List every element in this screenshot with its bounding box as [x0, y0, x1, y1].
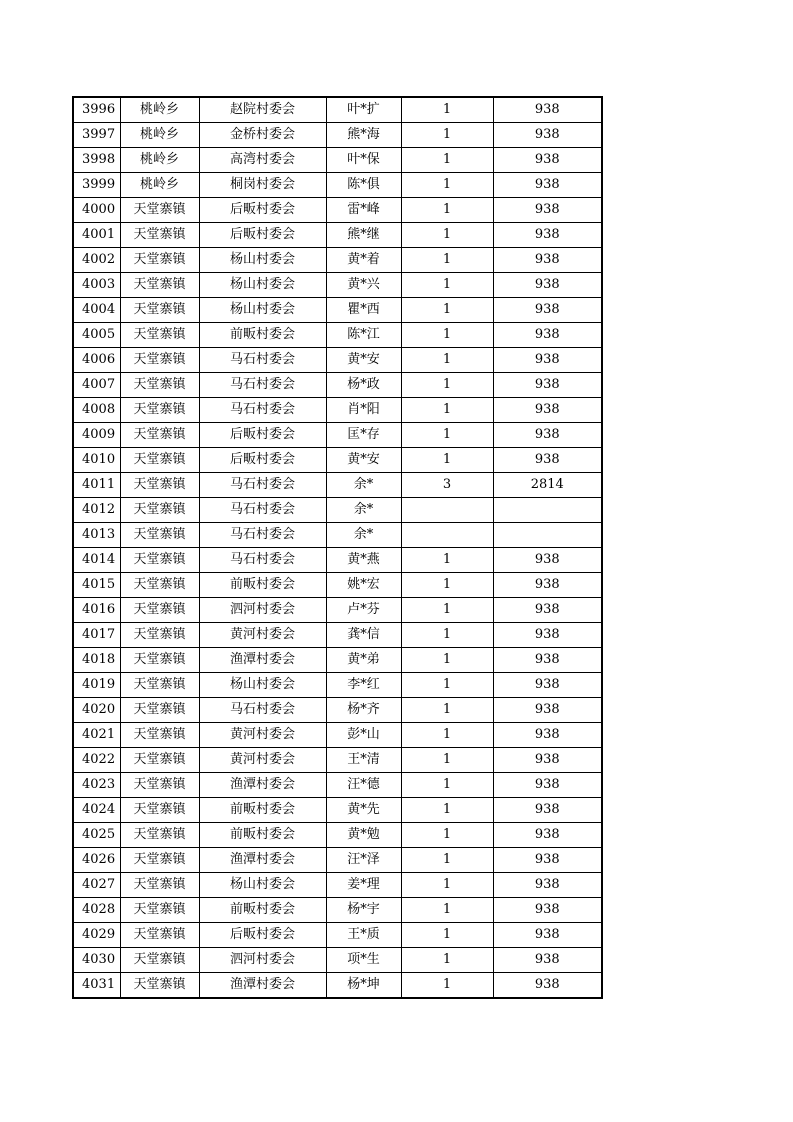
- amount-cell: 938: [493, 248, 602, 273]
- table-row: [73, 848, 602, 873]
- count-cell: 1: [401, 773, 493, 798]
- count-cell: 1: [401, 173, 493, 198]
- town-cell: 天堂寨镇: [120, 498, 199, 523]
- row-number-cell: 4019: [73, 673, 120, 698]
- name-cell: 匡*存: [326, 423, 401, 448]
- village-committee-cell: 渔潭村委会: [199, 973, 326, 999]
- row-number-cell: 4029: [73, 923, 120, 948]
- town-cell: 天堂寨镇: [120, 623, 199, 648]
- village-committee-cell: 马石村委会: [199, 398, 326, 423]
- town-cell: 天堂寨镇: [120, 273, 199, 298]
- row-number-cell: 4022: [73, 748, 120, 773]
- table-row: [73, 123, 602, 148]
- village-committee-cell: 前畈村委会: [199, 823, 326, 848]
- row-number-cell: 4001: [73, 223, 120, 248]
- count-cell: 1: [401, 573, 493, 598]
- amount-cell: 938: [493, 348, 602, 373]
- row-number-cell: 3996: [73, 97, 120, 123]
- amount-cell: 938: [493, 773, 602, 798]
- row-number-cell: 4007: [73, 373, 120, 398]
- town-cell: 桃岭乡: [120, 97, 199, 123]
- row-number-cell: 4030: [73, 948, 120, 973]
- town-cell: 天堂寨镇: [120, 198, 199, 223]
- amount-cell: 938: [493, 198, 602, 223]
- row-number-cell: 3998: [73, 148, 120, 173]
- count-cell: 1: [401, 823, 493, 848]
- amount-cell: 938: [493, 598, 602, 623]
- count-cell: 1: [401, 298, 493, 323]
- amount-cell: 938: [493, 698, 602, 723]
- amount-cell: 938: [493, 623, 602, 648]
- name-cell: 肖*阳: [326, 398, 401, 423]
- name-cell: 姚*宏: [326, 573, 401, 598]
- row-number-cell: 4026: [73, 848, 120, 873]
- amount-cell: 938: [493, 123, 602, 148]
- count-cell: 1: [401, 198, 493, 223]
- row-number-cell: 4010: [73, 448, 120, 473]
- row-number-cell: 4023: [73, 773, 120, 798]
- table-row: [73, 723, 602, 748]
- row-number-cell: 4011: [73, 473, 120, 498]
- row-number-cell: 4028: [73, 898, 120, 923]
- name-cell: 黄*弟: [326, 648, 401, 673]
- name-cell: 熊*海: [326, 123, 401, 148]
- village-committee-cell: 黄河村委会: [199, 623, 326, 648]
- town-cell: 天堂寨镇: [120, 848, 199, 873]
- name-cell: 黄*燕: [326, 548, 401, 573]
- amount-cell: 938: [493, 723, 602, 748]
- village-committee-cell: 马石村委会: [199, 348, 326, 373]
- village-committee-cell: 黄河村委会: [199, 723, 326, 748]
- name-cell: 姜*理: [326, 873, 401, 898]
- row-number-cell: 4012: [73, 498, 120, 523]
- count-cell: 1: [401, 673, 493, 698]
- amount-cell: 938: [493, 923, 602, 948]
- town-cell: 天堂寨镇: [120, 448, 199, 473]
- count-cell: 3: [401, 473, 493, 498]
- count-cell: 1: [401, 148, 493, 173]
- count-cell: 1: [401, 898, 493, 923]
- row-number-cell: 4008: [73, 398, 120, 423]
- village-committee-cell: 泗河村委会: [199, 598, 326, 623]
- table-row: [73, 673, 602, 698]
- town-cell: 天堂寨镇: [120, 798, 199, 823]
- row-number-cell: 4005: [73, 323, 120, 348]
- amount-cell: 938: [493, 423, 602, 448]
- table-row: [73, 473, 602, 498]
- table-row: [73, 423, 602, 448]
- village-committee-cell: 马石村委会: [199, 373, 326, 398]
- amount-cell: 938: [493, 823, 602, 848]
- village-committee-cell: 桐岗村委会: [199, 173, 326, 198]
- count-cell: 1: [401, 423, 493, 448]
- name-cell: 黄*兴: [326, 273, 401, 298]
- count-cell: 1: [401, 273, 493, 298]
- amount-cell: 938: [493, 223, 602, 248]
- village-committee-cell: 前畈村委会: [199, 573, 326, 598]
- amount-cell: 938: [493, 148, 602, 173]
- count-cell: [401, 498, 493, 523]
- town-cell: 天堂寨镇: [120, 873, 199, 898]
- name-cell: 龚*信: [326, 623, 401, 648]
- table-row: [73, 648, 602, 673]
- name-cell: 杨*政: [326, 373, 401, 398]
- town-cell: 天堂寨镇: [120, 223, 199, 248]
- amount-cell: [493, 523, 602, 548]
- row-number-cell: 4009: [73, 423, 120, 448]
- town-cell: 天堂寨镇: [120, 298, 199, 323]
- name-cell: 彭*山: [326, 723, 401, 748]
- table-row: [73, 973, 602, 999]
- table-row: [73, 348, 602, 373]
- village-committee-cell: 后畈村委会: [199, 423, 326, 448]
- table-row: [73, 923, 602, 948]
- table-row: [73, 148, 602, 173]
- name-cell: 黄*先: [326, 798, 401, 823]
- village-committee-cell: 后畈村委会: [199, 923, 326, 948]
- name-cell: 项*生: [326, 948, 401, 973]
- name-cell: 瞿*西: [326, 298, 401, 323]
- name-cell: 黄*勉: [326, 823, 401, 848]
- row-number-cell: 4013: [73, 523, 120, 548]
- name-cell: 汪*德: [326, 773, 401, 798]
- village-committee-cell: 渔潭村委会: [199, 773, 326, 798]
- count-cell: 1: [401, 748, 493, 773]
- town-cell: 天堂寨镇: [120, 548, 199, 573]
- table-row: [73, 873, 602, 898]
- village-committee-cell: 杨山村委会: [199, 273, 326, 298]
- row-number-cell: 4018: [73, 648, 120, 673]
- name-cell: 黄*着: [326, 248, 401, 273]
- name-cell: 杨*宇: [326, 898, 401, 923]
- town-cell: 天堂寨镇: [120, 748, 199, 773]
- row-number-cell: 4003: [73, 273, 120, 298]
- table-row: [73, 698, 602, 723]
- count-cell: 1: [401, 373, 493, 398]
- count-cell: 1: [401, 848, 493, 873]
- village-committee-cell: 马石村委会: [199, 473, 326, 498]
- village-committee-cell: 渔潭村委会: [199, 848, 326, 873]
- village-committee-cell: 后畈村委会: [199, 198, 326, 223]
- table-row: [73, 373, 602, 398]
- village-committee-cell: 马石村委会: [199, 698, 326, 723]
- count-cell: 1: [401, 248, 493, 273]
- table-row: [73, 598, 602, 623]
- table-row: [73, 223, 602, 248]
- data-table: [72, 96, 603, 999]
- table-row: [73, 548, 602, 573]
- town-cell: 天堂寨镇: [120, 648, 199, 673]
- village-committee-cell: 马石村委会: [199, 498, 326, 523]
- town-cell: 天堂寨镇: [120, 523, 199, 548]
- amount-cell: 938: [493, 323, 602, 348]
- amount-cell: 2814: [493, 473, 602, 498]
- amount-cell: 938: [493, 373, 602, 398]
- table-row: [73, 948, 602, 973]
- name-cell: 陈*江: [326, 323, 401, 348]
- count-cell: 1: [401, 623, 493, 648]
- table-row: [73, 498, 602, 523]
- town-cell: 天堂寨镇: [120, 348, 199, 373]
- row-number-cell: 4025: [73, 823, 120, 848]
- table-row: [73, 748, 602, 773]
- table-row: [73, 798, 602, 823]
- town-cell: 天堂寨镇: [120, 573, 199, 598]
- row-number-cell: 4031: [73, 973, 120, 999]
- town-cell: 天堂寨镇: [120, 673, 199, 698]
- village-committee-cell: 赵院村委会: [199, 97, 326, 123]
- count-cell: 1: [401, 97, 493, 123]
- town-cell: 桃岭乡: [120, 123, 199, 148]
- row-number-cell: 4002: [73, 248, 120, 273]
- count-cell: 1: [401, 923, 493, 948]
- amount-cell: 938: [493, 948, 602, 973]
- amount-cell: 938: [493, 973, 602, 999]
- town-cell: 天堂寨镇: [120, 248, 199, 273]
- amount-cell: 938: [493, 97, 602, 123]
- table-row: [73, 173, 602, 198]
- table-row: [73, 398, 602, 423]
- town-cell: 天堂寨镇: [120, 973, 199, 999]
- amount-cell: 938: [493, 173, 602, 198]
- village-committee-cell: 前畈村委会: [199, 798, 326, 823]
- town-cell: 天堂寨镇: [120, 323, 199, 348]
- village-committee-cell: 马石村委会: [199, 523, 326, 548]
- row-number-cell: 4027: [73, 873, 120, 898]
- town-cell: 天堂寨镇: [120, 923, 199, 948]
- amount-cell: 938: [493, 273, 602, 298]
- amount-cell: 938: [493, 898, 602, 923]
- row-number-cell: 3997: [73, 123, 120, 148]
- row-number-cell: 4014: [73, 548, 120, 573]
- row-number-cell: 4021: [73, 723, 120, 748]
- amount-cell: 938: [493, 673, 602, 698]
- row-number-cell: 4006: [73, 348, 120, 373]
- table-row: [73, 823, 602, 848]
- name-cell: 余*: [326, 473, 401, 498]
- town-cell: 天堂寨镇: [120, 948, 199, 973]
- village-committee-cell: 前畈村委会: [199, 898, 326, 923]
- name-cell: 余*: [326, 498, 401, 523]
- village-committee-cell: 杨山村委会: [199, 298, 326, 323]
- amount-cell: 938: [493, 848, 602, 873]
- count-cell: 1: [401, 598, 493, 623]
- name-cell: 汪*泽: [326, 848, 401, 873]
- amount-cell: [493, 498, 602, 523]
- amount-cell: 938: [493, 748, 602, 773]
- town-cell: 天堂寨镇: [120, 723, 199, 748]
- town-cell: 天堂寨镇: [120, 698, 199, 723]
- name-cell: 杨*坤: [326, 973, 401, 999]
- village-committee-cell: 黄河村委会: [199, 748, 326, 773]
- count-cell: 1: [401, 973, 493, 999]
- amount-cell: 938: [493, 648, 602, 673]
- count-cell: 1: [401, 348, 493, 373]
- town-cell: 天堂寨镇: [120, 473, 199, 498]
- town-cell: 天堂寨镇: [120, 398, 199, 423]
- table-row: [73, 298, 602, 323]
- row-number-cell: 4000: [73, 198, 120, 223]
- table-row: [73, 97, 602, 123]
- count-cell: [401, 523, 493, 548]
- count-cell: 1: [401, 123, 493, 148]
- village-committee-cell: 泗河村委会: [199, 948, 326, 973]
- town-cell: 天堂寨镇: [120, 898, 199, 923]
- name-cell: 叶*扩: [326, 97, 401, 123]
- name-cell: 余*: [326, 523, 401, 548]
- table-row: [73, 523, 602, 548]
- town-cell: 天堂寨镇: [120, 823, 199, 848]
- row-number-cell: 4017: [73, 623, 120, 648]
- name-cell: 卢*芬: [326, 598, 401, 623]
- town-cell: 桃岭乡: [120, 148, 199, 173]
- count-cell: 1: [401, 648, 493, 673]
- amount-cell: 938: [493, 398, 602, 423]
- village-committee-cell: 后畈村委会: [199, 223, 326, 248]
- row-number-cell: 4016: [73, 598, 120, 623]
- row-number-cell: 4004: [73, 298, 120, 323]
- village-committee-cell: 杨山村委会: [199, 873, 326, 898]
- town-cell: 天堂寨镇: [120, 773, 199, 798]
- row-number-cell: 4024: [73, 798, 120, 823]
- amount-cell: 938: [493, 873, 602, 898]
- table-row: [73, 573, 602, 598]
- name-cell: 雷*峰: [326, 198, 401, 223]
- amount-cell: 938: [493, 798, 602, 823]
- name-cell: 王*质: [326, 923, 401, 948]
- count-cell: 1: [401, 723, 493, 748]
- town-cell: 天堂寨镇: [120, 423, 199, 448]
- name-cell: 王*清: [326, 748, 401, 773]
- count-cell: 1: [401, 948, 493, 973]
- village-committee-cell: 前畈村委会: [199, 323, 326, 348]
- name-cell: 熊*继: [326, 223, 401, 248]
- table-row: [73, 448, 602, 473]
- name-cell: 黄*安: [326, 348, 401, 373]
- count-cell: 1: [401, 873, 493, 898]
- table-row: [73, 323, 602, 348]
- table-row: [73, 273, 602, 298]
- table-row: [73, 623, 602, 648]
- village-committee-cell: 杨山村委会: [199, 248, 326, 273]
- amount-cell: 938: [493, 573, 602, 598]
- count-cell: 1: [401, 448, 493, 473]
- row-number-cell: 4020: [73, 698, 120, 723]
- town-cell: 天堂寨镇: [120, 373, 199, 398]
- town-cell: 天堂寨镇: [120, 598, 199, 623]
- amount-cell: 938: [493, 548, 602, 573]
- village-committee-cell: 后畈村委会: [199, 448, 326, 473]
- count-cell: 1: [401, 323, 493, 348]
- village-committee-cell: 渔潭村委会: [199, 648, 326, 673]
- count-cell: 1: [401, 548, 493, 573]
- name-cell: 叶*保: [326, 148, 401, 173]
- table-row: [73, 198, 602, 223]
- name-cell: 杨*齐: [326, 698, 401, 723]
- table-row: [73, 773, 602, 798]
- amount-cell: 938: [493, 448, 602, 473]
- row-number-cell: 4015: [73, 573, 120, 598]
- village-committee-cell: 杨山村委会: [199, 673, 326, 698]
- name-cell: 黄*安: [326, 448, 401, 473]
- town-cell: 桃岭乡: [120, 173, 199, 198]
- village-committee-cell: 金桥村委会: [199, 123, 326, 148]
- count-cell: 1: [401, 223, 493, 248]
- village-committee-cell: 高湾村委会: [199, 148, 326, 173]
- table-row: [73, 248, 602, 273]
- count-cell: 1: [401, 798, 493, 823]
- table-row: [73, 898, 602, 923]
- count-cell: 1: [401, 398, 493, 423]
- name-cell: 陈*俱: [326, 173, 401, 198]
- village-committee-cell: 马石村委会: [199, 548, 326, 573]
- name-cell: 李*红: [326, 673, 401, 698]
- amount-cell: 938: [493, 298, 602, 323]
- count-cell: 1: [401, 698, 493, 723]
- table-body: [73, 97, 602, 998]
- row-number-cell: 3999: [73, 173, 120, 198]
